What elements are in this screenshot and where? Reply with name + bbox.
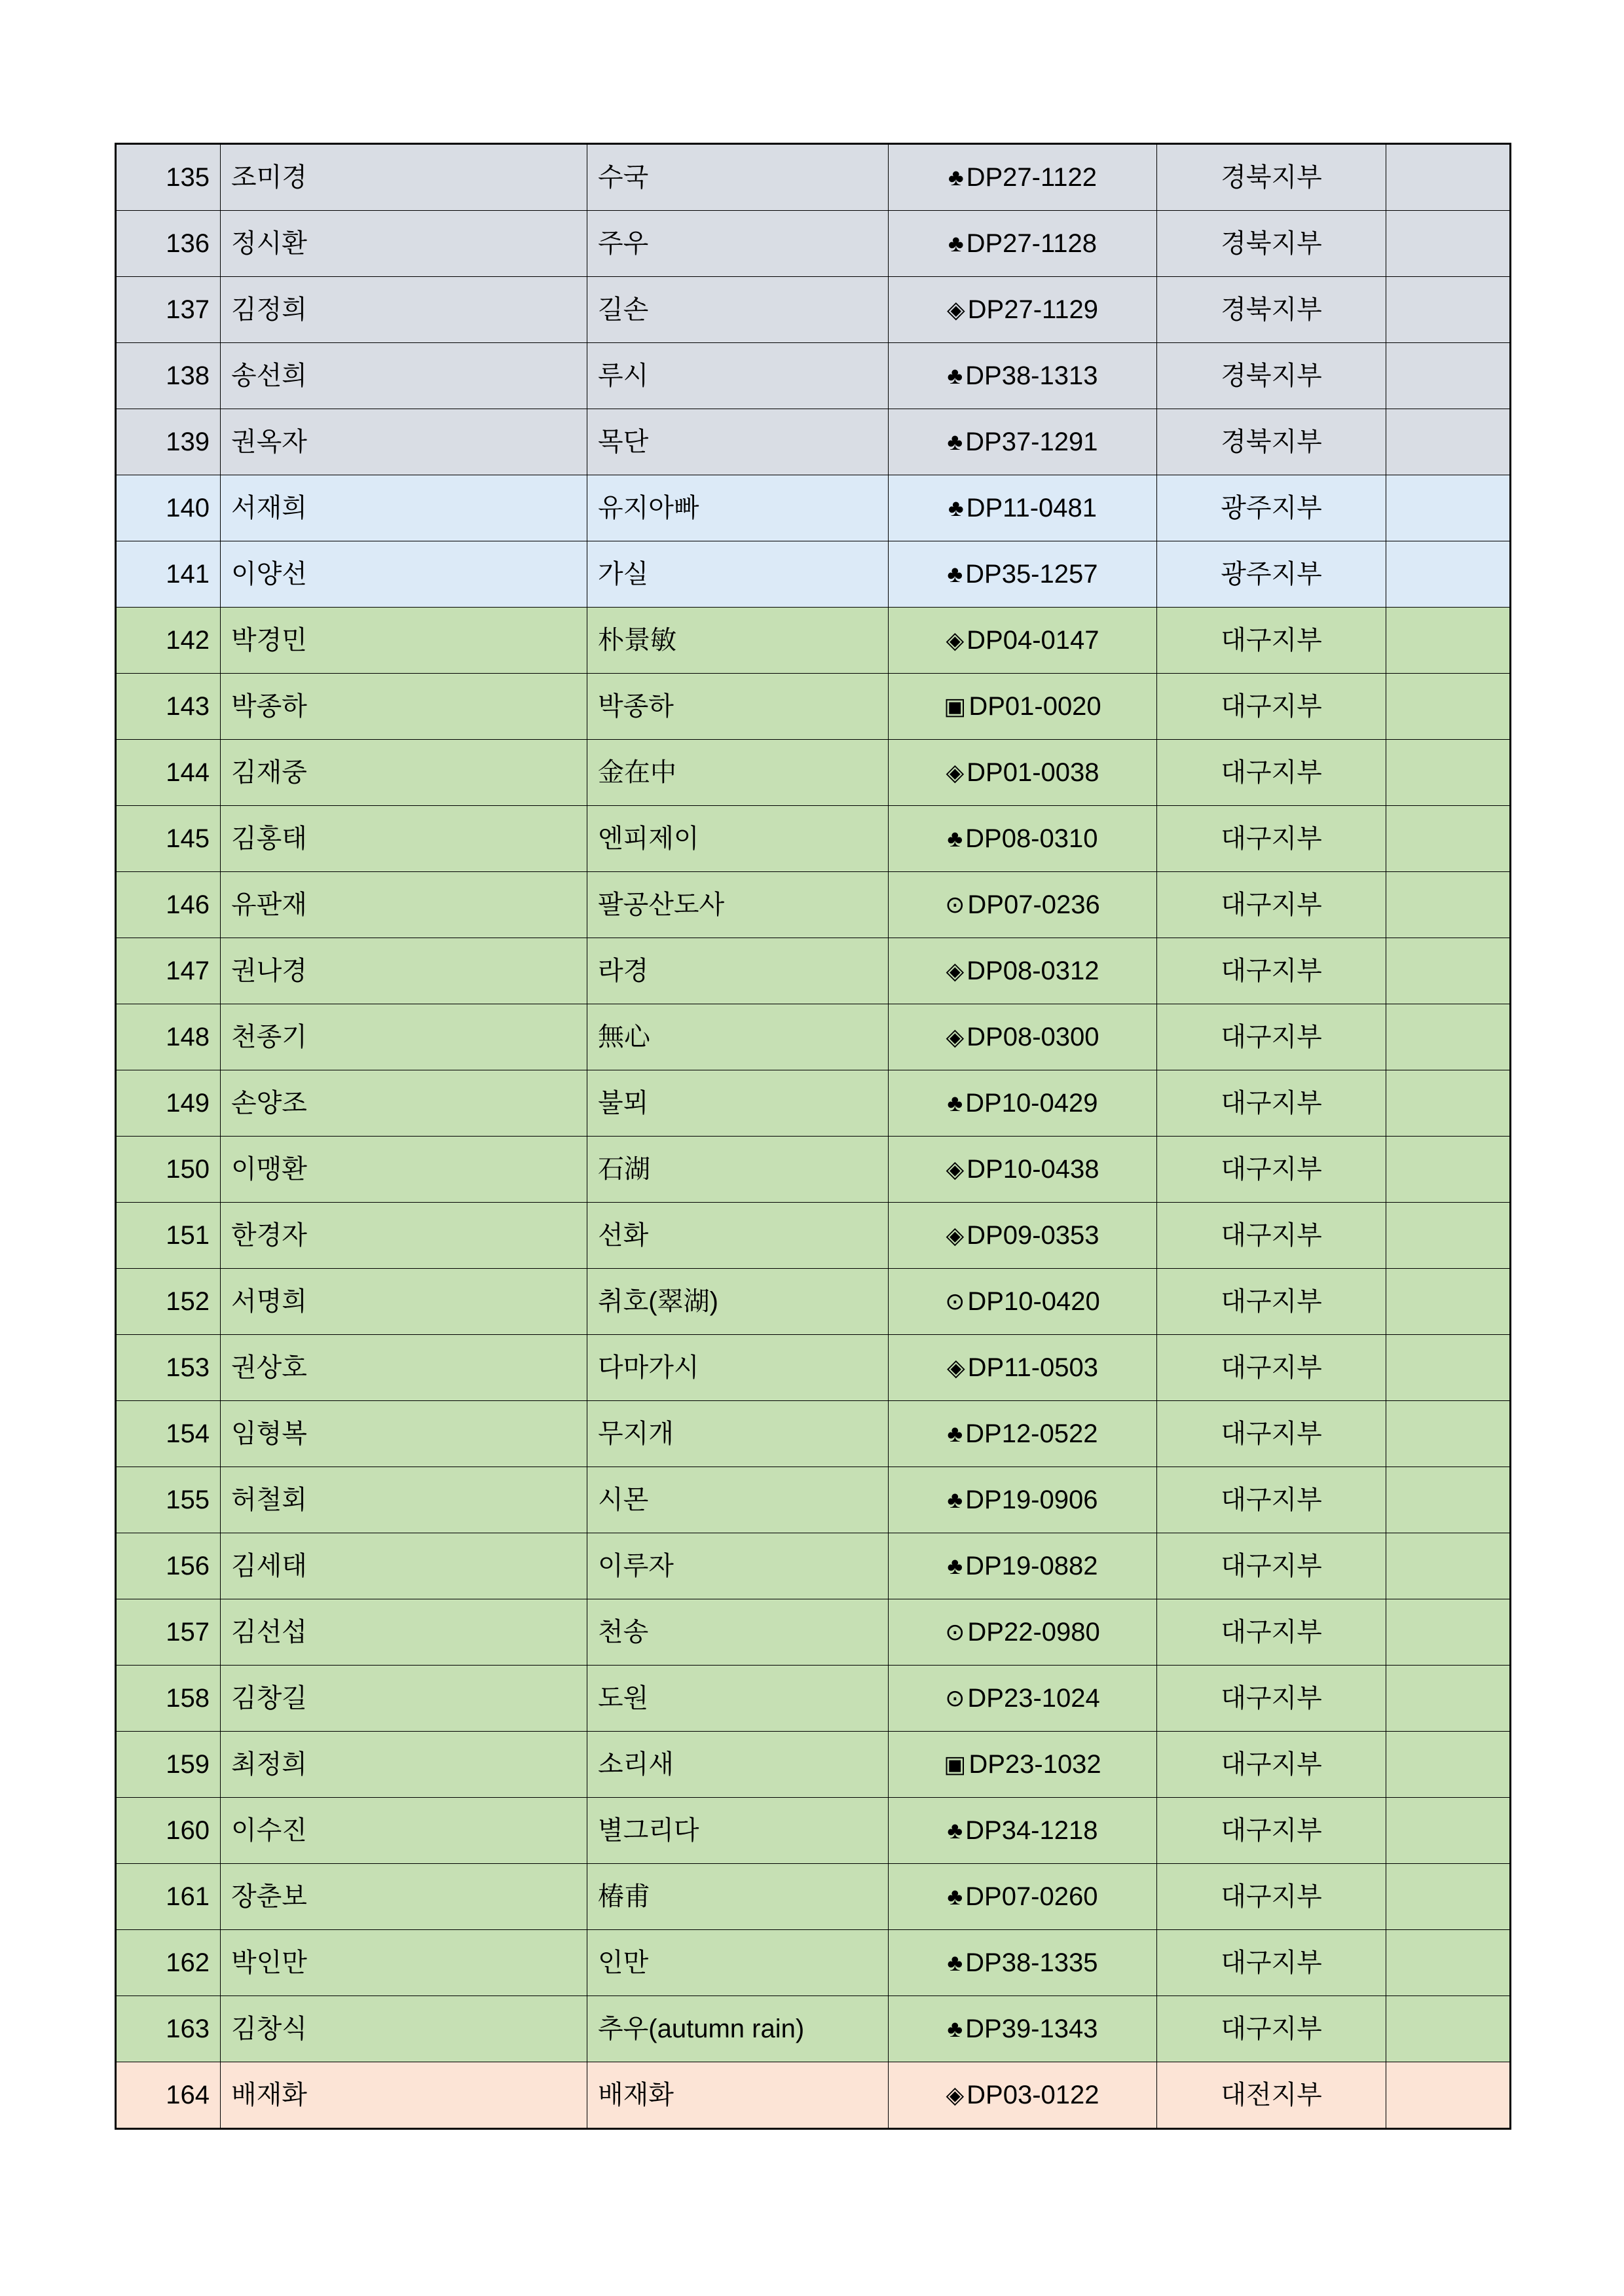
cell-name: 유판재 (221, 872, 587, 938)
cell-member-code (889, 740, 1157, 806)
member-code-text: DP35-1257 (965, 560, 1098, 589)
cell-nickname: 椿甫 (587, 1864, 889, 1930)
grade-symbol-icon: ▣ (944, 693, 967, 720)
member-code-text: DP27-1129 (967, 295, 1099, 324)
cell-note (1386, 541, 1511, 608)
member-code-text: DP12-0522 (965, 1419, 1098, 1448)
cell-nickname: 팔공산도사 (587, 872, 889, 938)
cell-nickname: 소리새 (587, 1732, 889, 1798)
member-code-text: DP04-0147 (967, 626, 1099, 655)
grade-symbol-icon: ♣ (947, 2015, 963, 2042)
cell-number: 140 (116, 475, 221, 541)
cell-name: 김정희 (221, 277, 587, 343)
cell-number: 156 (116, 1533, 221, 1599)
grade-symbol-icon: ◈ (946, 759, 965, 786)
cell-name: 김선섭 (221, 1599, 587, 1666)
cell-note (1386, 806, 1511, 872)
table-row (116, 1533, 1511, 1599)
cell-number: 160 (116, 1798, 221, 1864)
table-row (116, 211, 1511, 277)
cell-branch: 대구지부 (1157, 872, 1386, 938)
table-row (116, 1467, 1511, 1533)
cell-branch: 경북지부 (1157, 144, 1386, 211)
cell-member-code (889, 1335, 1157, 1401)
table-row (116, 2062, 1511, 2129)
cell-note (1386, 872, 1511, 938)
member-code-text: DP01-0038 (967, 758, 1099, 787)
cell-branch: 대구지부 (1157, 1599, 1386, 1666)
cell-note (1386, 343, 1511, 409)
cell-nickname: 가실 (587, 541, 889, 608)
member-code-text: DP27-1122 (966, 163, 1098, 192)
member-code-text: DP09-0353 (967, 1221, 1099, 1250)
cell-member-code (889, 1599, 1157, 1666)
table-row (116, 541, 1511, 608)
cell-branch: 대구지부 (1157, 1070, 1386, 1137)
grade-symbol-icon: ♣ (948, 494, 964, 521)
cell-member-code (889, 1467, 1157, 1533)
cell-number: 155 (116, 1467, 221, 1533)
cell-number: 151 (116, 1203, 221, 1269)
table-row (116, 1732, 1511, 1798)
cell-number: 143 (116, 674, 221, 740)
cell-number: 154 (116, 1401, 221, 1467)
table-row (116, 1930, 1511, 1996)
grade-symbol-icon: ◈ (946, 1023, 965, 1050)
cell-nickname: 라경 (587, 938, 889, 1004)
cell-nickname: 朴景敏 (587, 608, 889, 674)
cell-note (1386, 1666, 1511, 1732)
member-code-text: DP08-0310 (965, 824, 1098, 853)
cell-nickname: 無心 (587, 1004, 889, 1070)
cell-number: 153 (116, 1335, 221, 1401)
cell-note (1386, 1533, 1511, 1599)
cell-nickname: 선화 (587, 1203, 889, 1269)
cell-number: 141 (116, 541, 221, 608)
grade-symbol-icon: ♣ (947, 1552, 963, 1579)
cell-number: 164 (116, 2062, 221, 2129)
cell-nickname: 추우(autumn rain) (587, 1996, 889, 2062)
member-code-text: DP11-0481 (966, 494, 1098, 522)
cell-branch: 대전지부 (1157, 2062, 1386, 2129)
cell-note (1386, 277, 1511, 343)
cell-number: 144 (116, 740, 221, 806)
member-code-text: DP37-1291 (965, 428, 1098, 456)
cell-name: 배재화 (221, 2062, 587, 2129)
cell-name: 김창식 (221, 1996, 587, 2062)
cell-branch: 대구지부 (1157, 1533, 1386, 1599)
cell-note (1386, 144, 1511, 211)
cell-branch: 대구지부 (1157, 674, 1386, 740)
cell-number: 146 (116, 872, 221, 938)
cell-name: 천종기 (221, 1004, 587, 1070)
cell-name: 최정희 (221, 1732, 587, 1798)
member-code-text: DP19-0882 (965, 1552, 1098, 1580)
cell-branch: 경북지부 (1157, 343, 1386, 409)
cell-name: 정시환 (221, 211, 587, 277)
member-code-text: DP39-1343 (965, 2014, 1098, 2043)
cell-member-code (889, 674, 1157, 740)
table-row (116, 1070, 1511, 1137)
member-code-text: DP07-0260 (965, 1882, 1098, 1911)
cell-nickname: 도원 (587, 1666, 889, 1732)
table-row (116, 1137, 1511, 1203)
cell-nickname: 박종하 (587, 674, 889, 740)
grade-symbol-icon: ◈ (946, 2081, 965, 2108)
table-row (116, 1335, 1511, 1401)
table-row (116, 475, 1511, 541)
cell-member-code (889, 1004, 1157, 1070)
cell-number: 147 (116, 938, 221, 1004)
cell-name: 김세태 (221, 1533, 587, 1599)
cell-branch: 광주지부 (1157, 475, 1386, 541)
cell-name: 권나경 (221, 938, 587, 1004)
cell-name: 김창길 (221, 1666, 587, 1732)
cell-name: 송선희 (221, 343, 587, 409)
cell-note (1386, 2062, 1511, 2129)
cell-nickname: 시몬 (587, 1467, 889, 1533)
cell-number: 138 (116, 343, 221, 409)
cell-note (1386, 1070, 1511, 1137)
grade-symbol-icon: ♣ (947, 1486, 963, 1513)
cell-name: 한경자 (221, 1203, 587, 1269)
table-row (116, 1004, 1511, 1070)
cell-number: 142 (116, 608, 221, 674)
grade-symbol-icon: ◈ (946, 1156, 965, 1182)
cell-branch: 경북지부 (1157, 211, 1386, 277)
member-code-text: DP23-1024 (967, 1684, 1100, 1713)
cell-branch: 대구지부 (1157, 1996, 1386, 2062)
cell-note (1386, 1137, 1511, 1203)
cell-name: 손양조 (221, 1070, 587, 1137)
cell-name: 조미경 (221, 144, 587, 211)
cell-number: 150 (116, 1137, 221, 1203)
grade-symbol-icon: ◈ (946, 627, 965, 653)
cell-name: 박인만 (221, 1930, 587, 1996)
cell-branch: 대구지부 (1157, 1335, 1386, 1401)
cell-name: 이맹환 (221, 1137, 587, 1203)
cell-branch: 대구지부 (1157, 1864, 1386, 1930)
cell-note (1386, 1930, 1511, 1996)
cell-member-code (889, 1930, 1157, 1996)
member-code-text: DP19-0906 (965, 1485, 1098, 1514)
table-row (116, 806, 1511, 872)
cell-name: 서재희 (221, 475, 587, 541)
member-code-text: DP23-1032 (969, 1750, 1101, 1779)
cell-branch: 대구지부 (1157, 938, 1386, 1004)
cell-number: 137 (116, 277, 221, 343)
cell-nickname: 불뫼 (587, 1070, 889, 1137)
table-row (116, 1599, 1511, 1666)
cell-member-code (889, 1533, 1157, 1599)
cell-number: 135 (116, 144, 221, 211)
cell-member-code (889, 1070, 1157, 1137)
table-row (116, 740, 1511, 806)
cell-number: 162 (116, 1930, 221, 1996)
cell-note (1386, 740, 1511, 806)
grade-symbol-icon: ♣ (947, 1089, 963, 1116)
cell-branch: 대구지부 (1157, 1467, 1386, 1533)
cell-note (1386, 475, 1511, 541)
cell-note (1386, 1599, 1511, 1666)
cell-name: 김재중 (221, 740, 587, 806)
cell-branch: 대구지부 (1157, 608, 1386, 674)
cell-member-code (889, 409, 1157, 475)
cell-nickname: 인만 (587, 1930, 889, 1996)
grade-symbol-icon: ♣ (947, 560, 963, 587)
cell-number: 136 (116, 211, 221, 277)
cell-branch: 대구지부 (1157, 1269, 1386, 1335)
table-row (116, 1798, 1511, 1864)
cell-name: 허철회 (221, 1467, 587, 1533)
cell-number: 152 (116, 1269, 221, 1335)
cell-branch: 대구지부 (1157, 1930, 1386, 1996)
cell-member-code (889, 1798, 1157, 1864)
grade-symbol-icon: ♣ (947, 825, 963, 852)
cell-name: 이수진 (221, 1798, 587, 1864)
table-row (116, 1864, 1511, 1930)
grade-symbol-icon: ⊙ (945, 891, 965, 918)
cell-branch: 대구지부 (1157, 1666, 1386, 1732)
grade-symbol-icon: ◈ (946, 1222, 965, 1248)
cell-name: 박경민 (221, 608, 587, 674)
cell-branch: 대구지부 (1157, 740, 1386, 806)
cell-nickname: 천송 (587, 1599, 889, 1666)
member-code-text: DP38-1313 (965, 361, 1098, 390)
member-code-text: DP01-0020 (969, 692, 1101, 721)
cell-branch: 대구지부 (1157, 1203, 1386, 1269)
cell-member-code (889, 1269, 1157, 1335)
cell-name: 장춘보 (221, 1864, 587, 1930)
grade-symbol-icon: ⊙ (945, 1288, 965, 1315)
grade-symbol-icon: ♣ (948, 164, 964, 191)
cell-member-code (889, 1666, 1157, 1732)
member-code-text: DP03-0122 (967, 2081, 1099, 2109)
cell-name: 박종하 (221, 674, 587, 740)
table-row (116, 872, 1511, 938)
cell-member-code (889, 2062, 1157, 2129)
table-row (116, 1203, 1511, 1269)
cell-nickname: 배재화 (587, 2062, 889, 2129)
cell-name: 이양선 (221, 541, 587, 608)
grade-symbol-icon: ♣ (948, 230, 964, 257)
member-code-text: DP27-1128 (966, 229, 1098, 258)
cell-nickname: 루시 (587, 343, 889, 409)
cell-branch: 대구지부 (1157, 1798, 1386, 1864)
table-row (116, 409, 1511, 475)
table-row (116, 1996, 1511, 2062)
cell-branch: 경북지부 (1157, 409, 1386, 475)
member-code-text: DP34-1218 (965, 1816, 1098, 1845)
cell-name: 서명희 (221, 1269, 587, 1335)
cell-note (1386, 1467, 1511, 1533)
cell-member-code (889, 806, 1157, 872)
table-row (116, 1269, 1511, 1335)
member-code-text: DP07-0236 (967, 890, 1100, 919)
cell-member-code (889, 1996, 1157, 2062)
cell-number: 158 (116, 1666, 221, 1732)
cell-nickname: 엔피제이 (587, 806, 889, 872)
table-row (116, 144, 1511, 211)
cell-branch: 대구지부 (1157, 1004, 1386, 1070)
cell-nickname: 취호(翠湖) (587, 1269, 889, 1335)
cell-member-code (889, 608, 1157, 674)
cell-note (1386, 608, 1511, 674)
cell-note (1386, 938, 1511, 1004)
cell-note (1386, 1996, 1511, 2062)
grade-symbol-icon: ⊙ (945, 1685, 965, 1711)
grade-symbol-icon: ◈ (946, 1354, 965, 1381)
cell-nickname: 별그리다 (587, 1798, 889, 1864)
grade-symbol-icon: ♣ (947, 1883, 963, 1910)
member-roster-table (115, 143, 1511, 2130)
cell-nickname: 무지개 (587, 1401, 889, 1467)
cell-note (1386, 1004, 1511, 1070)
table-row (116, 343, 1511, 409)
cell-nickname: 다마가시 (587, 1335, 889, 1401)
cell-member-code (889, 1203, 1157, 1269)
table-row (116, 277, 1511, 343)
member-code-text: DP11-0503 (967, 1353, 1099, 1382)
cell-nickname: 石湖 (587, 1137, 889, 1203)
cell-member-code (889, 1401, 1157, 1467)
cell-note (1386, 1732, 1511, 1798)
cell-member-code (889, 541, 1157, 608)
cell-member-code (889, 475, 1157, 541)
roster-body (116, 144, 1511, 2129)
cell-number: 163 (116, 1996, 221, 2062)
cell-branch: 대구지부 (1157, 806, 1386, 872)
cell-branch: 경북지부 (1157, 277, 1386, 343)
grade-symbol-icon: ♣ (947, 1949, 963, 1976)
cell-number: 159 (116, 1732, 221, 1798)
cell-branch: 대구지부 (1157, 1401, 1386, 1467)
cell-name: 임형복 (221, 1401, 587, 1467)
grade-symbol-icon: ◈ (946, 957, 965, 984)
cell-member-code (889, 1864, 1157, 1930)
grade-symbol-icon: ◈ (946, 296, 965, 323)
cell-nickname: 목단 (587, 409, 889, 475)
cell-member-code (889, 872, 1157, 938)
member-code-text: DP10-0429 (965, 1089, 1098, 1118)
table-row (116, 1666, 1511, 1732)
cell-member-code (889, 1732, 1157, 1798)
cell-note (1386, 1335, 1511, 1401)
cell-note (1386, 1864, 1511, 1930)
cell-nickname: 길손 (587, 277, 889, 343)
member-code-text: DP22-0980 (967, 1618, 1100, 1647)
cell-number: 148 (116, 1004, 221, 1070)
cell-branch: 대구지부 (1157, 1137, 1386, 1203)
cell-nickname: 수국 (587, 144, 889, 211)
member-code-text: DP08-0312 (967, 957, 1099, 985)
cell-note (1386, 674, 1511, 740)
cell-member-code (889, 277, 1157, 343)
cell-member-code (889, 211, 1157, 277)
cell-number: 145 (116, 806, 221, 872)
member-code-text: DP10-0420 (967, 1287, 1100, 1316)
cell-name: 권옥자 (221, 409, 587, 475)
cell-note (1386, 409, 1511, 475)
cell-branch: 대구지부 (1157, 1732, 1386, 1798)
cell-member-code (889, 343, 1157, 409)
grade-symbol-icon: ♣ (947, 1420, 963, 1447)
table-row (116, 674, 1511, 740)
grade-symbol-icon: ♣ (947, 1817, 963, 1844)
grade-symbol-icon: ▣ (944, 1751, 967, 1777)
cell-number: 149 (116, 1070, 221, 1137)
member-code-text: DP38-1335 (965, 1948, 1098, 1977)
grade-symbol-icon: ♣ (947, 428, 963, 455)
table-row (116, 1401, 1511, 1467)
cell-member-code (889, 938, 1157, 1004)
cell-name: 권상호 (221, 1335, 587, 1401)
table-row (116, 938, 1511, 1004)
cell-member-code (889, 1137, 1157, 1203)
cell-nickname: 金在中 (587, 740, 889, 806)
cell-note (1386, 1269, 1511, 1335)
cell-nickname: 유지아빠 (587, 475, 889, 541)
table-row (116, 608, 1511, 674)
cell-member-code (889, 144, 1157, 211)
grade-symbol-icon: ♣ (947, 362, 963, 389)
member-code-text: DP10-0438 (967, 1155, 1099, 1184)
cell-number: 161 (116, 1864, 221, 1930)
grade-symbol-icon: ⊙ (945, 1618, 965, 1645)
cell-name: 김홍태 (221, 806, 587, 872)
cell-number: 157 (116, 1599, 221, 1666)
member-code-text: DP08-0300 (967, 1023, 1099, 1051)
cell-note (1386, 211, 1511, 277)
cell-note (1386, 1203, 1511, 1269)
cell-note (1386, 1401, 1511, 1467)
cell-note (1386, 1798, 1511, 1864)
cell-nickname: 이루자 (587, 1533, 889, 1599)
cell-nickname: 주우 (587, 211, 889, 277)
cell-number: 139 (116, 409, 221, 475)
cell-branch: 광주지부 (1157, 541, 1386, 608)
